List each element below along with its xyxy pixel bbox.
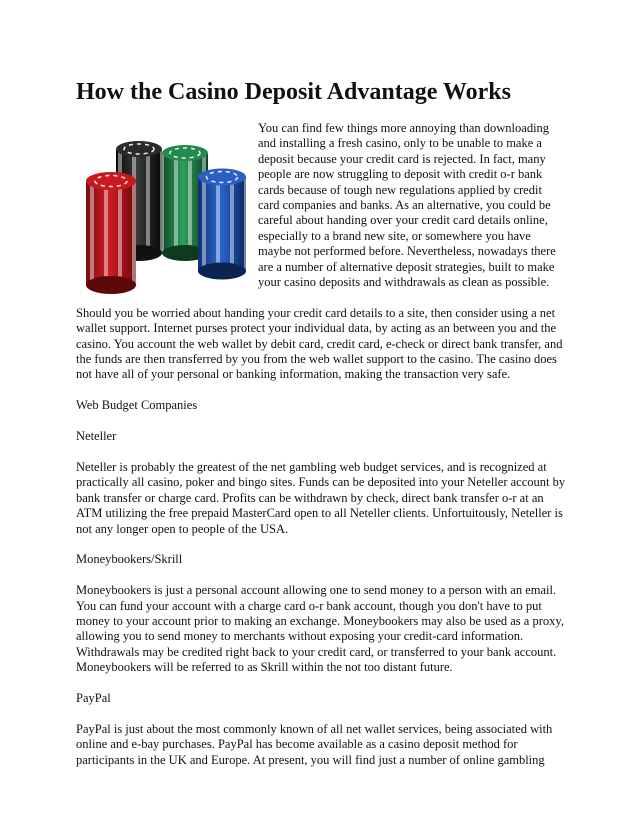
- heading-web-budget-companies: Web Budget Companies: [76, 398, 198, 413]
- blue-chip-stack: [198, 169, 246, 280]
- paragraph-intro: You can find few things more annoying than downloading and installing a fresh casino, only to be unable to make a deposit because your credit card is rejected. In fact, many people are now struggling to deposit with credit o-r bank cards because of tough new regulations applied by credit card companies and banks. As an alternative, you could be careful about handing over your credit card details online, especially to a brand new site, or somewhere you have maybe not performed before. Nevertheless, nowadays there are a number of alternative deposit strategies, built to make your casino deposits and withdrawals as clean as possible.: [258, 121, 556, 290]
- document-body: [76, 121, 566, 783]
- casino-chip-stacks-icon: [76, 127, 252, 297]
- paragraph-web-wallet: Should you be worried about handing your credit card details to a site, then consider using a net wallet support. Internet purses protect your individual data, by acting as an between you and the casino. You account the web wallet by debit card, credit card, e-check or direct bank transfer, and the funds are then transferred by you from the web wallet support to the casino. The casino does not have all of your personal or banking information, making the transaction very safe.: [76, 305, 563, 382]
- heading-neteller: Neteller: [76, 429, 117, 444]
- paragraph-paypal: PayPal is just about the most commonly known of all net wallet services, being associated with online and e-bay purchases. PayPal has become available as a casino deposit method for participants in the UK and Europe. At present, you will find just a number of online gambling: [76, 721, 553, 767]
- heading-moneybookers: Moneybookers/Skrill: [76, 552, 183, 567]
- red-chip-stack: [86, 172, 136, 294]
- document-title: How the Casino Deposit Advantage Works: [76, 79, 511, 105]
- casino-chips-image: [76, 127, 258, 299]
- paragraph-moneybookers: Moneybookers is just a personal account allowing one to send money to a person with an email. You can fund your account with a charge card o-r bank account, though you don't have to put money to your account prior to making an exchange. Moneybookers may also be used as a proxy, allowing you to send money to merchants without exposing your credit-card information. Withdrawals may be credited right back to your credit card, or transferred to your bank account. Moneybookers will be referred to as Skrill within the not too distant future.: [76, 583, 564, 675]
- paragraph-neteller: Neteller is probably the greatest of the net gambling web budget services, and is recognized at practically all casino, poker and bingo sites. Funds can be deposited into your Neteller account by bank transfer or charge card. Profits can be withdrawn by check, direct bank transfer o-r at an ATM utilizing the free prepaid MasterCard open to all Neteller clients. Unfortuitously, Neteller is not any longer open to people of the USA.: [76, 459, 566, 536]
- heading-paypal: PayPal: [76, 690, 111, 705]
